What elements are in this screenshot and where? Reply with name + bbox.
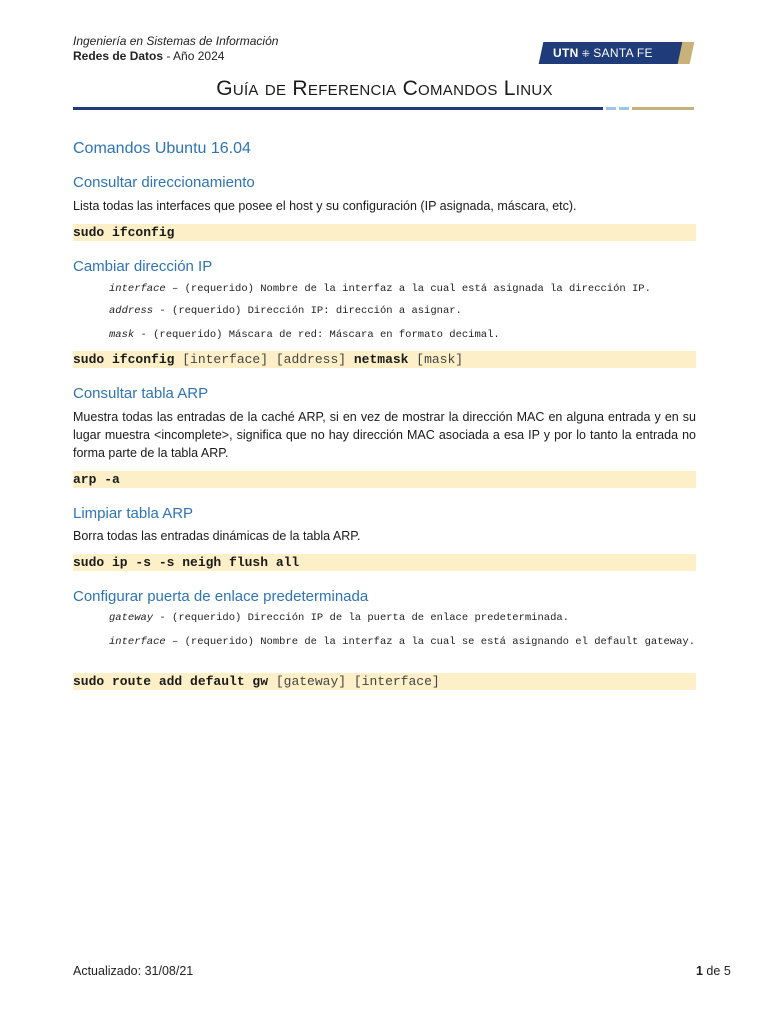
document-title: Guía de Referencia Comandos Linux (216, 77, 553, 100)
header-rule-accent (632, 107, 694, 110)
param-name: interface (109, 636, 166, 648)
logo-utn-text: UTN (553, 46, 579, 60)
param-address (109, 304, 696, 318)
page-total: 5 (723, 964, 731, 978)
header-rule-segment (606, 107, 616, 110)
page-current: 1 (696, 964, 703, 978)
page-header (73, 34, 278, 64)
description-limpiar-tabla-arp: Borra todas las entradas dinámicas de la tabla ARP. (73, 529, 361, 543)
command-text: sudo ip -s -s neigh flush all (73, 555, 300, 570)
param-name: gateway (109, 612, 154, 624)
description-consultar-tabla-arp: Muestra todas las entradas de la caché ARP, si en vez de mostrar la dirección MAC en alguna entrada y en su lugar muestra <incomplete>, significa que no hay dirección MAC asociada a esa IP y por lo tanto la entrada no forma parte de la tabla ARP. (73, 410, 696, 460)
command-sudo-ifconfig-netmask (73, 351, 696, 368)
header-rule (73, 107, 603, 110)
param-description: - (requerido) Dirección IP de la puerta de enlace predeterminada. (153, 612, 569, 624)
logo-emblem-icon: ⁜ (581, 49, 591, 60)
command-arguments: [gateway] [interface] (268, 674, 440, 689)
description-consultar-direccionamiento: Lista todas las interfaces que posee el host y su configuración (IP asignada, máscara, etc). (73, 199, 577, 213)
heading-cambiar-direccion-ip: Cambiar dirección IP (73, 258, 213, 275)
command-text: sudo ifconfig (73, 225, 175, 240)
course-line (73, 49, 278, 64)
heading-consultar-direccionamiento: Consultar direccionamiento (73, 174, 255, 191)
heading-consultar-tabla-arp: Consultar tabla ARP (73, 385, 209, 402)
param-interface (109, 635, 696, 649)
utn-logo (553, 45, 685, 61)
command-keyword: netmask (353, 352, 409, 367)
logo-city-text: SANTA FE (593, 46, 653, 60)
command-arguments: [interface] [address] (174, 352, 354, 367)
param-name: address (109, 305, 154, 317)
command-route-add-default (73, 673, 696, 690)
page-number (696, 964, 760, 978)
command-arguments: [mask] (408, 352, 464, 367)
param-description: – (requerido) Nombre de la interfaz a la cual se está asignando el default gateway. (165, 636, 696, 648)
param-mask (109, 328, 696, 342)
course-year: Año 2024 (173, 49, 225, 63)
param-gateway (109, 611, 696, 625)
command-sudo-ifconfig (73, 224, 696, 241)
param-name: interface (109, 283, 166, 295)
param-name: mask (109, 329, 135, 341)
section-title: Comandos Ubuntu 16.04 (73, 140, 251, 157)
heading-configurar-puerta-enlace: Configurar puerta de enlace predeterminada (73, 588, 369, 605)
page-of: de (702, 964, 724, 978)
param-description: - (requerido) Dirección IP: dirección a asignar. (153, 305, 462, 317)
command-keyword: sudo route add default gw (73, 674, 269, 689)
institution-name: Ingeniería en Sistemas de Información (73, 34, 279, 48)
param-description: – (requerido) Nombre de la interfaz a la cual está asignada la dirección IP. (165, 283, 651, 295)
param-interface (109, 282, 696, 296)
command-arp-a (73, 471, 696, 488)
course-name: Redes de Datos (73, 49, 164, 63)
param-description: - (requerido) Máscara de red: Máscara en formato decimal. (134, 329, 500, 341)
command-keyword: sudo ifconfig (73, 352, 175, 367)
header-rule-segment (619, 107, 629, 110)
course-separator: - (163, 49, 174, 63)
updated-date: Actualizado: 31/08/21 (73, 964, 194, 978)
command-text: arp -a (73, 472, 120, 487)
heading-limpiar-tabla-arp: Limpiar tabla ARP (73, 505, 194, 522)
command-neigh-flush (73, 554, 696, 571)
